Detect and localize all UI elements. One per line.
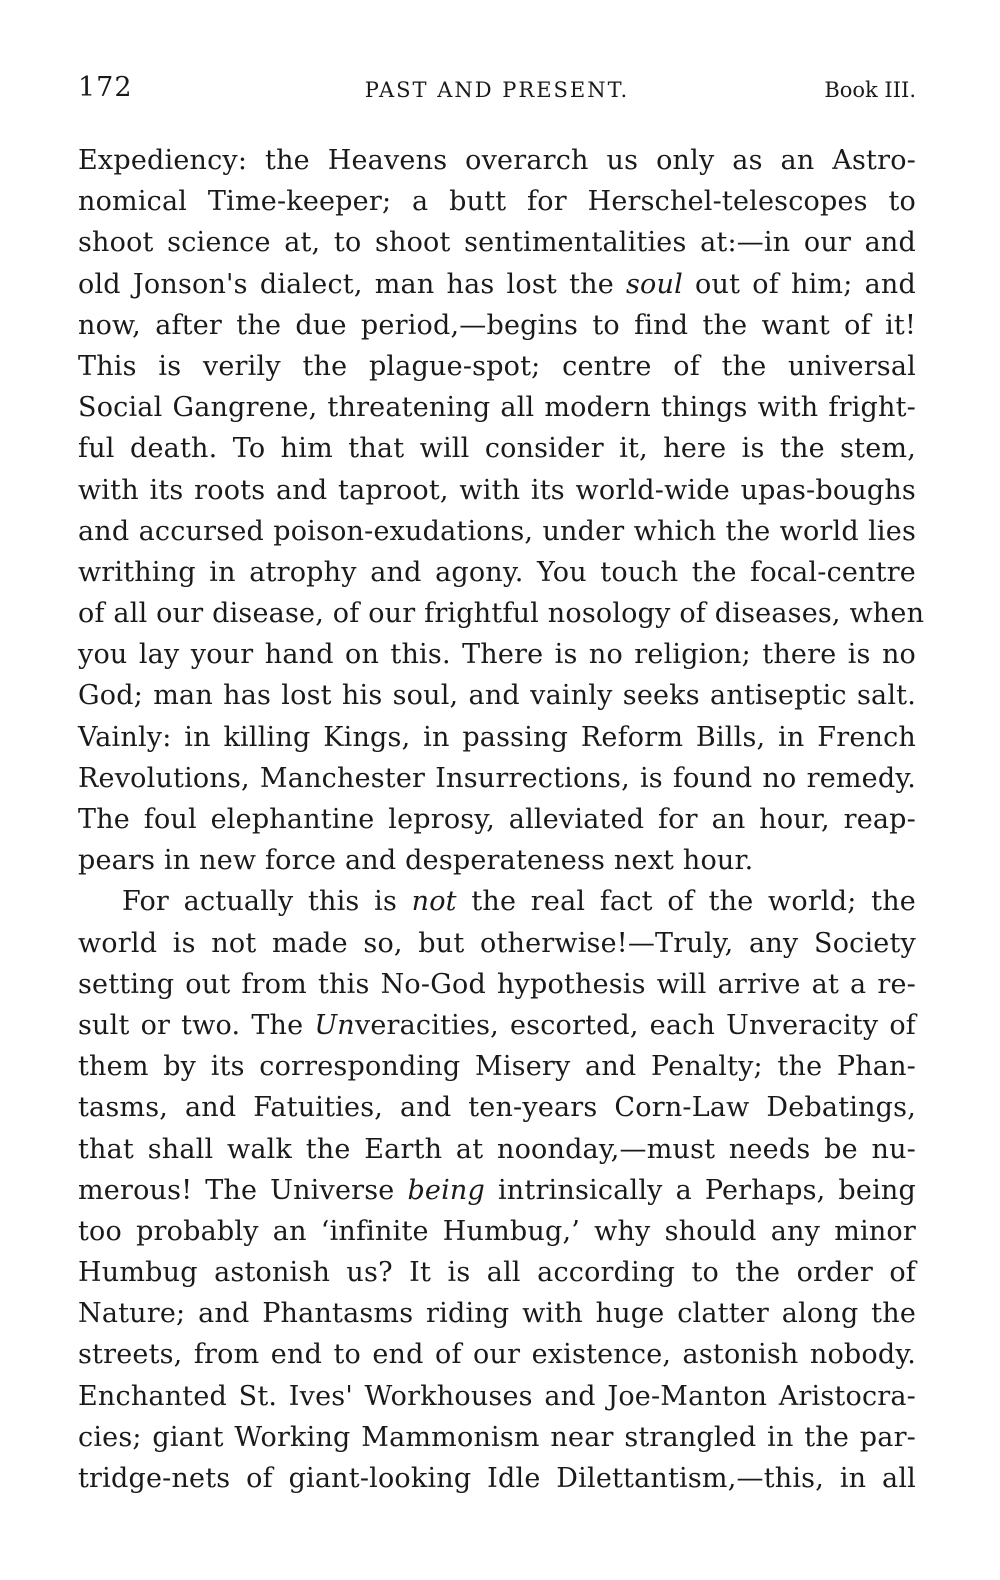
text-run: old Jonson's dialect, man has lost the [78,268,626,300]
text-line: too probably an ‘infinite Humbug,’ why should any minor [78,1215,916,1247]
text-line: Humbug astonish us? It is all according to the order of [78,1257,916,1289]
text-line [78,1170,916,1211]
text-line: that shall walk the Earth at noonday,—must needs be nu- [78,1133,916,1165]
text-line: world is not made so, but otherwise!—Truly, any Society [78,927,916,959]
text-line: Social Gangrene, threatening all modern things with fright- [78,392,916,424]
text-line: God; man has lost his soul, and vainly seeks antiseptic salt. [78,680,916,712]
text-run: intrinsically a Perhaps, being [485,1174,916,1206]
text-line: Revolutions, Manchester Insurrections, is found no remedy. [78,762,916,794]
text-line: ful death. To him that will consider it, here is the stem, [78,433,916,465]
text-line: Expediency: the Heavens overarch us only as an Astro- [78,145,916,176]
page-number: 172 [78,72,133,103]
text-line [78,1005,916,1046]
running-title: PAST AND PRESENT. [364,78,630,102]
text-line: The foul elephantine leprosy, alleviated for an hour, reap- [78,804,916,835]
text-line: nomical Time-keeper; a butt for Herschel-telescopes to [78,186,916,218]
text-line: them by its corresponding Misery and Penalty; the Phan- [78,1051,916,1083]
text-line: Enchanted St. Ives' Workhouses and Joe-Manton Aristocra- [78,1380,916,1412]
text-line: shoot science at, to shoot sentimentalities at:—in our and [78,227,916,259]
text-line: This is verily the plague-spot; centre of the universal [78,350,916,382]
text-line [78,264,916,305]
text-line: now, after the due period,—begins to find the want of it! [78,309,916,341]
text-line: streets, from end to end of our existence, astonish nobody. [78,1339,916,1371]
text-line: cies; giant Working Mammonism near strangled in the par- [78,1421,916,1453]
italic-word: Un [314,1009,355,1041]
text-line: Vainly: in killing Kings, in passing Reform Bills, in French [78,721,916,753]
text-line: of all our disease, of our frightful nosology of diseases, when [78,598,925,630]
text-line: you lay your hand on this. There is no religion; there is no [78,639,916,671]
page-header [78,72,916,112]
text-line: writhing in atrophy and agony. You touch the focal-centre [78,556,916,588]
italic-word: not [411,886,457,918]
text-line: tasms, and Fatuities, and ten-years Corn-Law Debatings, [78,1092,916,1124]
text-line: pears in new force and desperateness next hour. [78,845,754,877]
body-text [78,140,925,1499]
text-line: with its roots and taproot, with its world-wide upas-boughs [78,474,916,506]
italic-word: soul [626,268,683,300]
text-run: sult or two. The [78,1009,315,1041]
text-run: the real fact of the world; the [456,886,916,918]
text-line: setting out from this No-God hypothesis will arrive at a re- [78,968,916,1000]
text-run: For actually this is [122,886,412,918]
text-line: and accursed poison-exudations, under which the world lies [78,515,916,547]
text-line [78,881,916,922]
text-run: veracities, escorted, each Unveracity of [354,1009,916,1041]
text-run: out of him; and [682,268,916,300]
text-line: tridge-nets of giant-looking Idle Dilettantism,—this, in all [78,1463,916,1494]
italic-word: being [407,1174,486,1206]
text-line: Nature; and Phantasms riding with huge clatter along the [78,1298,916,1330]
text-run: merous! The Universe [78,1174,408,1206]
book-label: Book III. [824,78,916,102]
